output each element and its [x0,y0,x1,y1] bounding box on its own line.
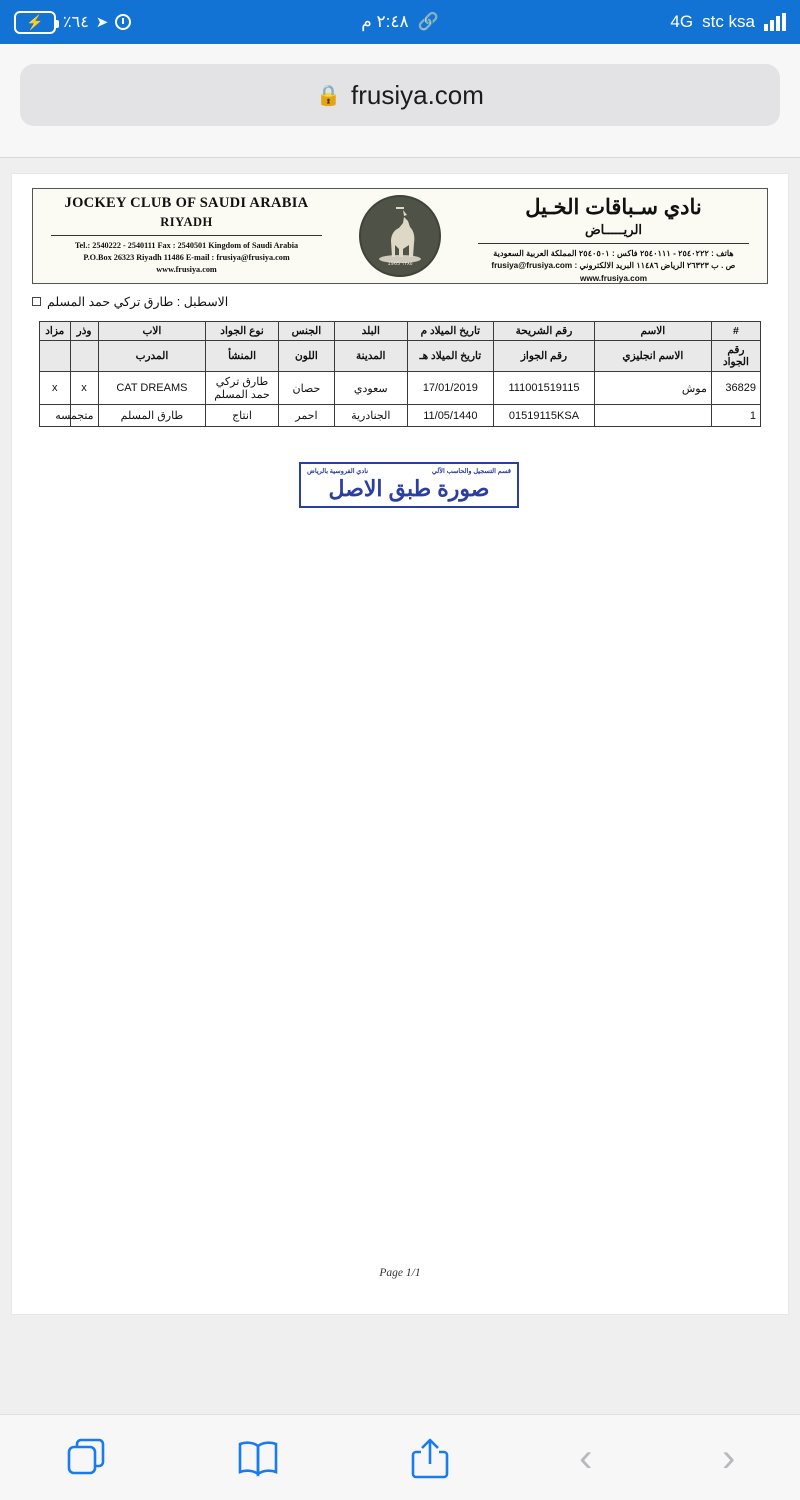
letterhead-rule-ar [478,243,749,244]
horse-registration-table [39,321,761,427]
th-origin: المنشأ [206,341,279,372]
table-row [40,405,761,427]
th-horse-no: رقم الجواد [711,341,760,372]
stable-owner-line [32,294,762,309]
cell-wathr: x [70,372,98,405]
cell-dob-g: 17/01/2019 [407,372,494,405]
letterhead-english [33,189,340,283]
cell-index: 1 [711,405,760,427]
chevron-left-icon: ‹ [579,1436,593,1480]
contact-en-line2: P.O.Box 26323 Riyadh 11486 E-mail : frusiya@frusiya.com [83,252,290,262]
cell-sex: حصان [278,372,334,405]
browser-bottom-toolbar [0,1414,800,1500]
document-viewport[interactable] [0,158,800,1414]
cell-sire: CAT DREAMS [98,372,206,405]
address-bar[interactable] [20,64,780,126]
cell-chip: 111001519115 [494,372,595,405]
th-dob-g: تاريخ الميلاد م [407,322,494,341]
city-name-ar: الريـــــاض [584,222,643,237]
table-header-row-2 [40,341,761,372]
book-icon [236,1437,280,1479]
th-dob-h: تاريخ الميلاد هـ [407,341,494,372]
checkbox-icon [32,297,41,306]
th-wathr: وذر [70,322,98,341]
status-bar [0,0,800,44]
letterhead-logo-cell [340,189,460,283]
th-passport: رقم الجواز [494,341,595,372]
certified-copy-stamp [299,462,519,508]
lock-icon: 🔒 [316,84,341,107]
cell-passport: 01519115KSA [494,405,595,427]
battery-percent-label: ٪٦٤ [63,14,89,31]
clock-label: ٢:٤٨ م [361,12,409,31]
bookmarks-button[interactable] [236,1437,280,1479]
forward-button[interactable] [722,1438,735,1478]
th-sex: الجنس [278,322,334,341]
back-button[interactable] [579,1438,592,1478]
tabs-button[interactable] [65,1437,107,1479]
th-city: المدينة [334,341,407,372]
th-country: البلد [334,322,407,341]
stamp-club-label: نادي الفروسية بالرياض [307,468,369,475]
th-trainer: المدرب [98,341,206,372]
contact-en-line1: Tel.: 2540222 - 2540111 Fax : 2540501 Kingdom of Saudi Arabia [74,241,299,250]
share-icon [410,1436,450,1480]
th-name: الاسم [594,322,711,341]
th-sire: الاب [98,322,206,341]
carrier-label: stc ksa [702,12,755,31]
cell-dam: متجمسه [70,405,98,427]
th-index: # [711,322,760,341]
browser-toolbar [0,44,800,157]
location-arrow-icon: ➤ [95,14,109,31]
cell-trainer: طارق المسلم [98,405,206,427]
cell-origin: انتاج [206,405,279,427]
city-name-en: RIYADH [160,215,213,229]
th-chip: رقم الشريحة [494,322,595,341]
tabs-icon [65,1437,107,1479]
stamp-top-row [307,467,511,475]
page-number-label: Page 1/1 [379,1267,421,1279]
stamp-main-label: صورة طبق الاصل [328,476,490,501]
document-page [12,174,788,1314]
th-name-en: الاسم انجليزي [594,341,711,372]
stable-owner-label: الاسطبل : طارق تركي حمد المسلم [47,295,229,309]
share-button[interactable] [410,1436,450,1480]
chevron-right-icon: › [721,1436,736,1480]
stamp-department-label: قسم التسجيل والحاسب الآلي [431,468,511,475]
contact-ar-line1: هاتف : ٢٥٤٠٢٢٢ - ٢٥٤٠١١١ فاكس : ٢٥٤٠٥٠١ المملكة العربية السعودية [493,249,734,258]
club-name-en: JOCKEY CLUB OF SAUDI ARABIA [64,195,309,211]
table-body [40,372,761,427]
contact-en-line3: www.frusiya.com [156,264,217,274]
letterhead-arabic [460,189,767,283]
cell-city: الجنادرية [334,405,407,427]
contact-ar-line2: ص . ب ٢٦٣٢٣ الرياض ١١٤٨٦ البريد الالكتروني : frusiya@frusiya.com [491,261,736,271]
horse-emblem-icon [359,195,441,277]
link-icon: 🔗 [417,12,439,31]
cell-mazad: x [40,372,71,405]
svg-text:1965 ١٣٨٥: 1965 ١٣٨٥ [387,261,413,267]
letterhead [32,188,768,284]
th-kind: نوع الجواد [206,322,279,341]
table-header-row-1 [40,322,761,341]
th-mazad: مزاد [40,322,71,341]
club-name-ar: نادي سـباقات الخـيل [525,196,702,219]
cell-name-en [594,405,711,427]
cell-country: سعودي [334,372,407,405]
table-head [40,322,761,372]
cell-owner: طارق تركي حمد المسلم [206,372,279,405]
url-label: frusiya.com [350,79,484,110]
certified-copy-stamp-wrap [299,462,519,508]
status-bar-center [0,12,800,32]
th-color: اللون [278,341,334,372]
cell-name-ar: موش [594,372,711,405]
letterhead-rule-en [51,235,322,236]
cell-horse-no: 36829 [711,372,760,405]
table-row [40,372,761,405]
network-type-label: 4G [670,12,694,31]
cell-dob-h: 11/05/1440 [407,405,494,427]
charging-bolt-icon: ⚡ [26,14,44,30]
horse-emblem-svg [370,205,430,267]
cell-color: احمر [278,405,334,427]
contact-ar-line3: www.frusiya.com [579,273,648,283]
